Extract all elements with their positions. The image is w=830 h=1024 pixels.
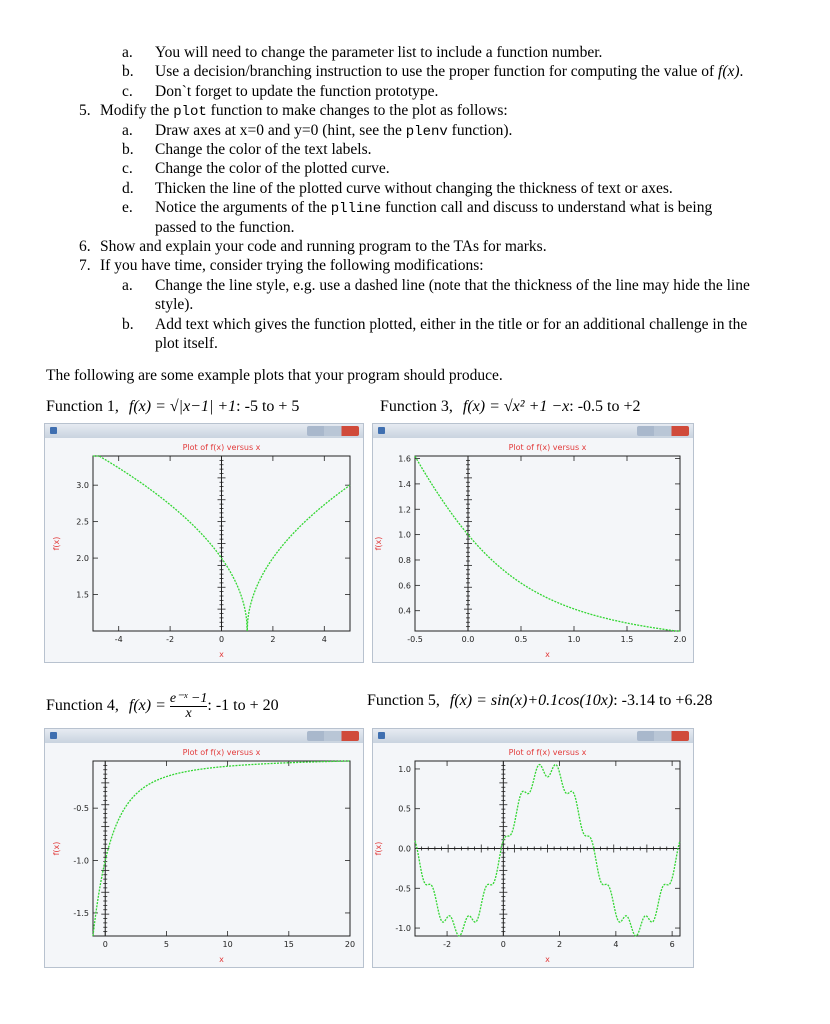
text-run: Show and explain your code and running program to the TAs for marks. bbox=[100, 238, 547, 255]
chart-function-3 bbox=[373, 438, 693, 662]
list-item-text bbox=[155, 296, 193, 314]
text-run: function to make changes to the plot as follows: bbox=[206, 102, 508, 120]
x-tick-label: 0 bbox=[500, 940, 506, 949]
list-item-text bbox=[155, 44, 602, 62]
y-axis-label: f(x) bbox=[374, 536, 383, 551]
y-tick-label: -0.5 bbox=[73, 804, 89, 814]
text-run: Don`t forget to update the function prototype. bbox=[155, 82, 439, 100]
plot-window-function-1 bbox=[44, 423, 364, 663]
plot-window-function-3 bbox=[372, 423, 694, 663]
y-tick-label: 0.0 bbox=[398, 844, 411, 854]
x-tick-label: -2 bbox=[443, 940, 452, 949]
window-controls[interactable] bbox=[307, 426, 359, 436]
caption-function-1: Function 1, f(x) = √|x−1| +1: -5 to + 5 bbox=[46, 398, 300, 415]
x-tick-label: 2 bbox=[270, 635, 276, 644]
x-axis-label: x bbox=[545, 955, 550, 964]
x-tick-label: 1.5 bbox=[620, 635, 634, 644]
y-tick-label: 0.8 bbox=[398, 555, 411, 565]
list-item-text bbox=[155, 160, 390, 178]
y-tick-label: 1.0 bbox=[398, 764, 411, 774]
data-curve bbox=[415, 456, 680, 631]
x-axis-label: x bbox=[219, 955, 224, 964]
list-marker: e. bbox=[122, 199, 133, 217]
chart-function-4 bbox=[45, 743, 363, 967]
text-run: Change the color of the plotted curve. bbox=[155, 160, 390, 178]
window-controls[interactable] bbox=[637, 426, 689, 436]
list-item-text bbox=[100, 257, 484, 275]
app-icon bbox=[378, 732, 385, 739]
y-tick-label: -1.0 bbox=[73, 856, 89, 866]
list-item-text bbox=[155, 335, 218, 353]
x-tick-label: 2.0 bbox=[673, 635, 687, 644]
list-marker: 5. bbox=[79, 102, 91, 120]
text-run: function). bbox=[447, 121, 513, 139]
x-tick-label: 4 bbox=[321, 635, 327, 644]
list-marker: b. bbox=[122, 141, 134, 158]
text-run: f(x) bbox=[718, 63, 740, 81]
list-item-text bbox=[100, 102, 508, 121]
x-tick-label: 2 bbox=[557, 940, 563, 949]
y-tick-label: 1.6 bbox=[398, 454, 411, 464]
list-item-text bbox=[155, 277, 750, 295]
y-tick-label: 2.5 bbox=[76, 517, 89, 527]
list-marker: d. bbox=[122, 179, 134, 197]
list-marker: b. bbox=[122, 315, 134, 333]
y-axis-label: f(x) bbox=[52, 841, 61, 856]
list-marker: a. bbox=[122, 121, 133, 139]
list-marker: c. bbox=[122, 82, 133, 100]
list-marker: a. bbox=[122, 276, 133, 294]
chart-title: Plot of f(x) versus x bbox=[508, 443, 587, 452]
text-run: Modify the bbox=[100, 102, 174, 120]
plot-frame bbox=[415, 456, 680, 631]
text-run: passed to the function. bbox=[155, 218, 295, 236]
y-tick-label: -1.0 bbox=[395, 924, 411, 934]
x-tick-label: 15 bbox=[283, 940, 294, 949]
list-item-text bbox=[100, 238, 547, 256]
window-controls[interactable] bbox=[637, 731, 689, 741]
plot-window-function-4 bbox=[44, 728, 364, 968]
chart-function-5 bbox=[373, 743, 693, 967]
app-icon bbox=[378, 427, 385, 434]
list-item-text bbox=[155, 122, 512, 141]
list-marker: c. bbox=[122, 160, 133, 178]
y-tick-label: 3.0 bbox=[76, 481, 89, 491]
plot-window-function-5 bbox=[372, 728, 694, 968]
text-run: Change the color of the text labels. bbox=[155, 141, 372, 158]
y-axis-label: f(x) bbox=[374, 841, 383, 856]
list-item-text bbox=[155, 180, 673, 198]
text-run: Thicken the line of the plotted curve without changing the thickness of text or axes. bbox=[155, 179, 673, 197]
list-item-text bbox=[155, 219, 294, 237]
x-tick-label: 1.0 bbox=[567, 635, 581, 644]
text-run: Change the line style, e.g. use a dashed line (note that the thickness of the line may hide the line bbox=[155, 276, 750, 294]
data-curve bbox=[93, 761, 350, 936]
x-tick-label: 0.0 bbox=[461, 635, 475, 644]
text-run: If you have time, consider trying the following modifications: bbox=[100, 257, 484, 275]
text-run: plot itself. bbox=[155, 335, 218, 352]
text-run: Draw axes at x=0 and y=0 (hint, see the bbox=[155, 121, 406, 139]
y-tick-label: 1.5 bbox=[76, 590, 89, 600]
y-tick-label: 0.4 bbox=[398, 606, 411, 616]
y-tick-label: -1.5 bbox=[73, 908, 89, 918]
chart-title: Plot of f(x) versus x bbox=[508, 748, 587, 757]
x-tick-label: 20 bbox=[344, 940, 356, 949]
y-axis-label: f(x) bbox=[52, 536, 61, 551]
list-item-text bbox=[155, 63, 743, 81]
text-run: Add text which gives the function plotted, either in the title or for an additional challenge in the bbox=[155, 315, 748, 333]
text-run: You will need to change the parameter list to include a function number. bbox=[155, 44, 603, 61]
code-token: plline bbox=[330, 201, 382, 218]
x-axis-label: x bbox=[545, 650, 550, 659]
x-axis-label: x bbox=[219, 650, 224, 659]
code-token: plot bbox=[173, 104, 207, 121]
y-tick-label: -0.5 bbox=[395, 884, 411, 894]
list-marker: b. bbox=[122, 63, 134, 81]
list-marker: a. bbox=[122, 44, 133, 61]
chart-title: Plot of f(x) versus x bbox=[182, 748, 261, 757]
x-tick-label: -4 bbox=[114, 635, 123, 644]
x-tick-label: -2 bbox=[166, 635, 175, 644]
text-run: Use a decision/branching instruction to use the proper function for computing the value of bbox=[155, 63, 719, 81]
list-item-text bbox=[155, 199, 712, 218]
x-tick-label: 0.5 bbox=[514, 635, 528, 644]
x-tick-label: 0 bbox=[218, 635, 225, 644]
list-item-text bbox=[155, 141, 372, 159]
y-tick-label: 1.2 bbox=[398, 505, 411, 515]
x-tick-label: -0.5 bbox=[407, 635, 423, 644]
text-run: style). bbox=[155, 296, 194, 314]
caption-function-4: Function 4, f(x) = $\frac{\text{e⁻ˣ −1}}{x}$ : -1 to + 20 bbox=[46, 691, 279, 721]
x-tick-label: 6 bbox=[669, 940, 675, 949]
code-token: plenv bbox=[405, 123, 448, 140]
list-marker: 6. bbox=[79, 238, 91, 255]
y-tick-label: 2.0 bbox=[76, 554, 89, 564]
text-run: function call and discuss to understand what is being bbox=[381, 199, 713, 217]
intro-text: The following are some example plots that your program should produce. bbox=[46, 367, 503, 384]
app-icon bbox=[50, 427, 57, 434]
chart-title: Plot of f(x) versus x bbox=[182, 443, 261, 452]
caption-function-5: Function 5, f(x) = sin(x)+0.1cos(10x): -3.14 to +6.28 bbox=[367, 692, 713, 709]
y-tick-label: 0.6 bbox=[398, 581, 411, 591]
plot-frame bbox=[93, 761, 350, 936]
y-tick-label: 0.5 bbox=[398, 804, 411, 814]
chart-function-1 bbox=[45, 438, 363, 662]
list-marker: 7. bbox=[79, 257, 91, 275]
x-tick-label: 10 bbox=[222, 940, 233, 949]
list-item-text bbox=[155, 316, 747, 334]
x-tick-label: 4 bbox=[613, 940, 619, 949]
caption-function-3: Function 3, f(x) = √x² +1 −x: -0.5 to +2 bbox=[380, 398, 641, 415]
text-run: Notice the arguments of the bbox=[155, 199, 331, 217]
y-tick-label: 1.4 bbox=[398, 479, 411, 489]
window-controls[interactable] bbox=[307, 731, 359, 741]
list-item-text bbox=[155, 83, 438, 101]
x-tick-label: 0 bbox=[102, 940, 108, 949]
app-icon bbox=[50, 732, 57, 739]
y-tick-label: 1.0 bbox=[398, 530, 411, 540]
x-tick-label: 5 bbox=[163, 940, 169, 949]
text-run: . bbox=[739, 63, 744, 81]
